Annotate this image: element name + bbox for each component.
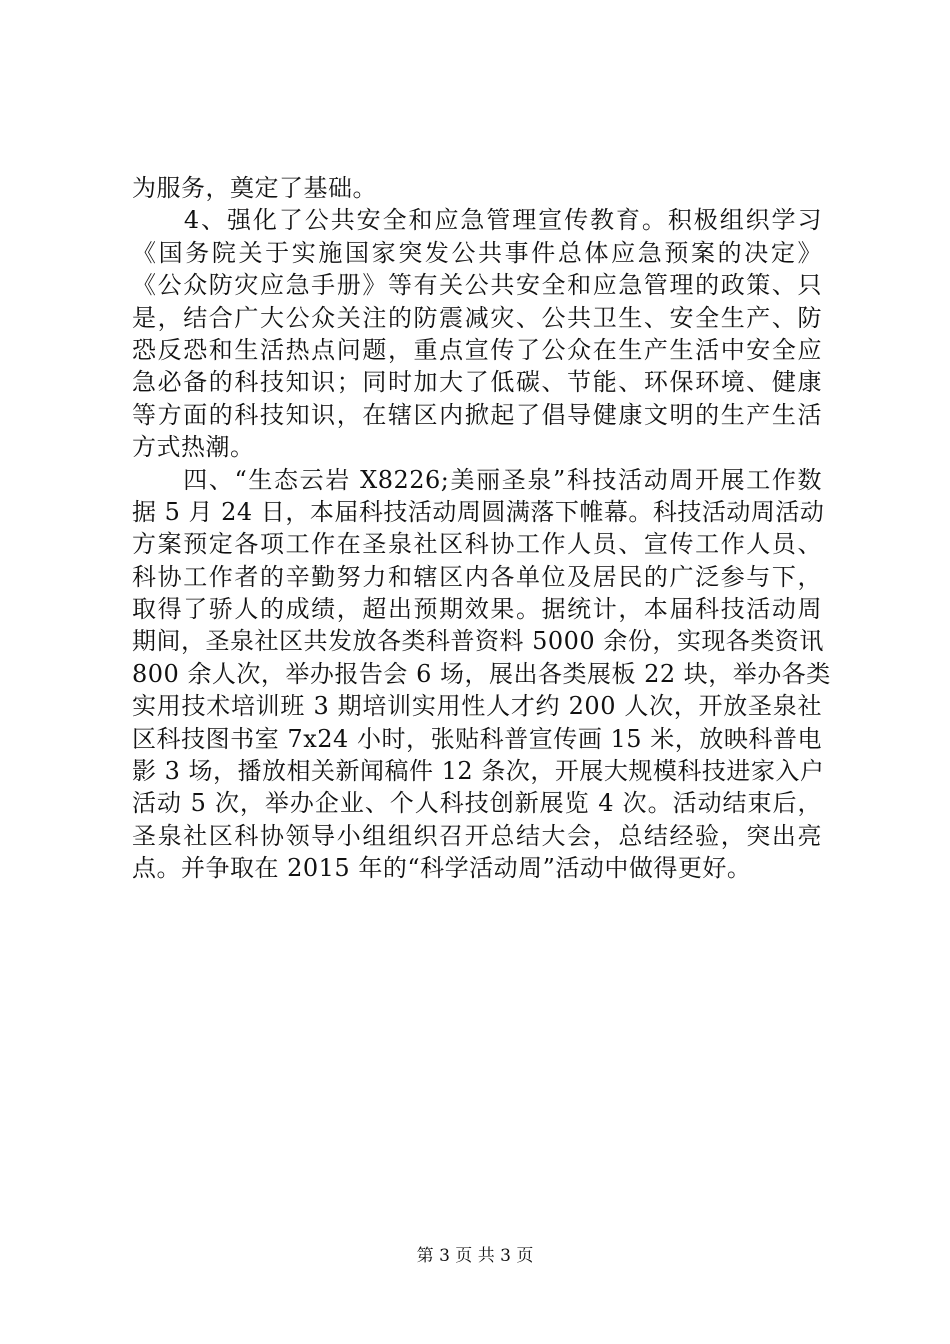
page-number: 第 3 页 共 3 页 [416, 1246, 534, 1266]
page-footer [0, 1241, 950, 1266]
text-line: 影 3 场，播放相关新闻稿件 12 条次，开展大规模科技进家入户 [132, 757, 825, 786]
text-line: 期间，圣泉社区共发放各类科普资料 5000 余份，实现各类资讯 [132, 627, 824, 656]
text-line: 圣泉社区科协领导小组组织召开总结大会，总结经验，突出亮 [132, 821, 822, 850]
document-body [132, 172, 831, 885]
text-line: 区科技图书室 7x24 小时，张贴科普宣传画 15 米，放映科普电 [132, 724, 822, 753]
text-line: 实用技术培训班 3 期培训实用性人才约 200 人次，开放圣泉社 [132, 692, 822, 721]
text-line: 《国务院关于实施国家突发公共事件总体应急预案的决定》 [132, 238, 822, 267]
text-line: 《公众防灾应急手册》等有关公共安全和应急管理的政策、只 [132, 271, 822, 300]
text-line: 是，结合广大公众关注的防震减灾、公共卫生、安全生产、防 [132, 303, 822, 332]
text-line: 等方面的科技知识，在辖区内掀起了倡导健康文明的生产生活 [132, 400, 822, 429]
text-line: 活动 5 次，举办企业、个人科技创新展览 4 次。活动结束后， [132, 789, 822, 818]
text-line: 方式热潮。 [132, 433, 255, 462]
text-line: 点。并争取在 2015 年的“科学活动周”活动中做得更好。 [132, 854, 752, 883]
text-line: 取得了骄人的成绩，超出预期效果。据统计，本届科技活动周 [132, 595, 822, 624]
text-line: 800 余人次，举办报告会 6 场，展出各类展板 22 块，举办各类 [132, 659, 831, 688]
text-line: 四、“生态云岩 X8226;美丽圣泉”科技活动周开展工作数 [132, 465, 822, 494]
text-line: 据 5 月 24 日，本届科技活动周圆满落下帷幕。科技活动周活动 [132, 497, 825, 526]
text-line: 科协工作者的辛勤努力和辖区内各单位及居民的广泛参与下， [132, 562, 822, 591]
text-line: 急必备的科技知识；同时加大了低碳、节能、环保环境、健康 [132, 368, 822, 397]
text-line: 方案预定各项工作在圣泉社区科协工作人员、宣传工作人员、 [132, 530, 822, 559]
text-line: 恐反恐和生活热点问题，重点宣传了公众在生产生活中安全应 [132, 335, 822, 364]
text-line: 4、强化了公共安全和应急管理宣传教育。积极组织学习 [132, 206, 822, 235]
text-line: 为服务，奠定了基础。 [132, 174, 377, 202]
